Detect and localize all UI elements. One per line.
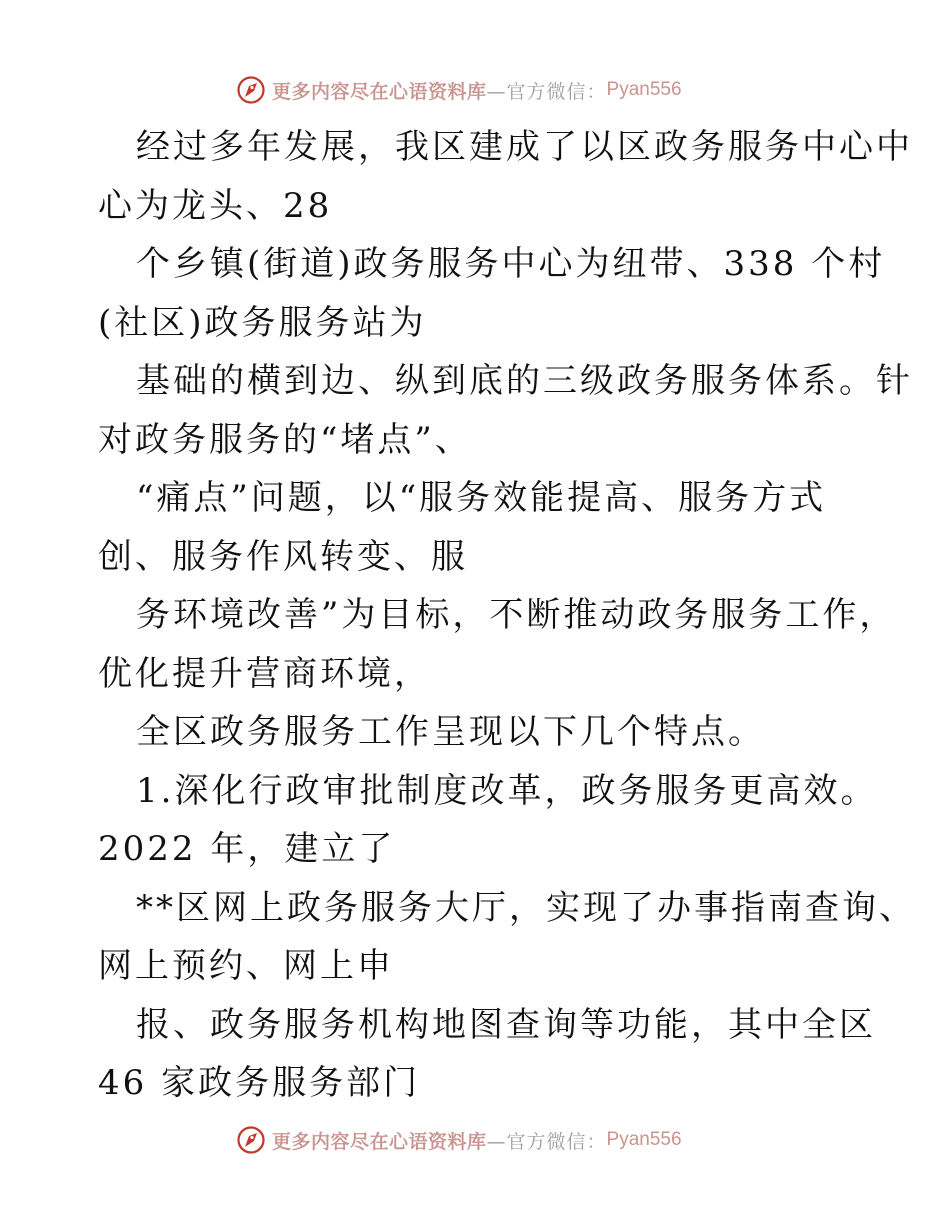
promo-text: 更多内容尽在心语资料库 [272,80,487,103]
body-line: 1.深化行政审批制度改革，政务服务更高效。 [136,770,878,811]
wechat-id: Pyan556 [606,1129,682,1150]
body-line: 创、服务作风转变、服 [98,536,468,577]
body-line: “痛点”问题，以“服务效能提高、服务方式 [136,478,827,518]
footer-banner [236,1123,682,1157]
pen-nib-circle-icon [236,75,266,105]
body-line: 基础的横到边、纵到底的三级政务服务体系。针 [136,361,913,401]
body-line: (社区)政务服务站为 [98,302,427,343]
body-line: 2022 年，建立了 [98,829,396,869]
document-body [98,118,916,1113]
body-line: 46 家政务服务部门 [98,1063,421,1103]
body-line: 心为龙头、28 [98,185,333,226]
body-line: 个乡镇(街道)政务服务中心为纽带、338 个村 [136,244,886,284]
body-line: 网上预约、网上申 [98,946,394,986]
body-line: 全区政务服务工作呈现以下几个特点。 [136,712,765,752]
body-line: 报、政务服务机构地图查询等功能，其中全区 [136,1004,876,1045]
wechat-id: Pyan556 [606,79,682,100]
body-line: 优化提升营商环境， [98,653,431,694]
promo-text: 更多内容尽在心语资料库 [272,1130,487,1153]
body-line: 务环境改善”为目标，不断推动政务服务工作， [136,595,897,635]
pen-nib-circle-icon [236,1125,266,1155]
body-line: 经过多年发展，我区建成了以区政务服务中心中 [136,127,913,167]
official-wechat-label: —官方微信： [486,1130,607,1153]
official-wechat-label: —官方微信： [486,80,607,103]
body-line: **区网上政务服务大厅，实现了办事指南查询、 [136,887,916,928]
body-line: 对政务服务的“堵点”、 [98,419,472,460]
header-banner [236,73,682,107]
